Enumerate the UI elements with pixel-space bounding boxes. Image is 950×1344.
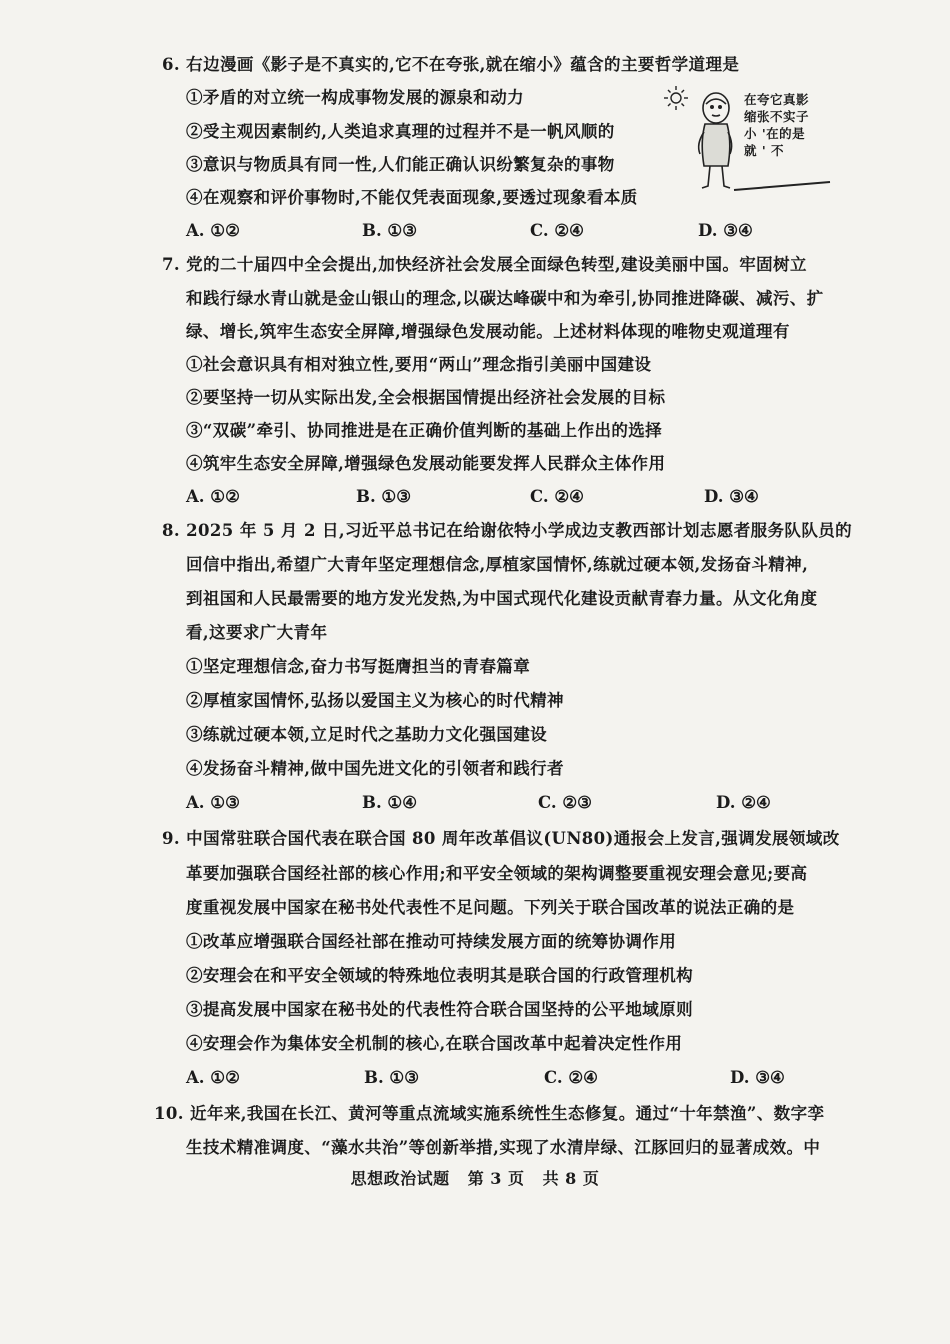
question-8-item-3: ③练就过硬本领,立足时代之基助力文化强国建设 <box>186 725 548 744</box>
question-7-option-d: D. ③④ <box>704 487 759 506</box>
question-9-stem-line-2: 革要加强联合国经社部的核心作用;和平安全领域的架构调整要重视安理会意见;要高 <box>186 864 808 883</box>
question-9-item-3: ③提高发展中国家在秘书处的代表性符合联合国坚持的公平地域原则 <box>186 1000 693 1019</box>
page-footer <box>0 1166 950 1189</box>
question-9-item-4: ④安理会作为集体安全机制的核心,在联合国改革中起着决定性作用 <box>186 1034 683 1053</box>
question-6-option-b: B. ①③ <box>362 221 418 240</box>
question-9-option-a: A. ①② <box>186 1068 240 1087</box>
question-7-option-c: C. ②④ <box>530 487 584 506</box>
question-8-item-4: ④发扬奋斗精神,做中国先进文化的引领者和践行者 <box>186 759 564 778</box>
question-7-item-2: ②要坚持一切从实际出发,全会根据国情提出经济社会发展的目标 <box>186 388 666 407</box>
question-6-option-a: A. ①② <box>186 221 240 240</box>
question-9-option-b: B. ①③ <box>364 1068 420 1087</box>
question-8-option-d: D. ②④ <box>716 793 771 812</box>
cartoon-caption-line-2: 缩张不实子 <box>744 109 810 124</box>
shadow-ground-line <box>734 182 830 190</box>
question-6-item-3: ③意识与物质具有同一性,人们能正确认识纷繁复杂的事物 <box>186 155 615 174</box>
question-9-item-2: ②安理会在和平安全领域的特殊地位表明其是联合国的行政管理机构 <box>186 966 693 985</box>
question-9-option-c: C. ②④ <box>544 1068 598 1087</box>
question-8-option-a: A. ①③ <box>186 793 240 812</box>
question-8-stem-line-2: 回信中指出,希望广大青年坚定理想信念,厚植家国情怀,练就过硬本领,发扬奋斗精神, <box>186 555 809 574</box>
footer-page-number: 第 3 页 <box>467 1169 525 1188</box>
question-7-stem-line-3: 绿、增长,筑牢生态安全屏障,增强绿色发展动能。上述材料体现的唯物史观道理有 <box>186 322 790 341</box>
question-6-item-4: ④在观察和评价事物时,不能仅凭表面现象,要透过现象看本质 <box>186 188 638 207</box>
cartoon-caption-line-4: 就 ' 不 <box>744 143 785 158</box>
question-6-item-1: ①矛盾的对立统一构成事物发展的源泉和动力 <box>186 88 524 107</box>
cartoon-caption-line-1: 在夸它真影 <box>744 92 810 107</box>
question-9-stem-line-1: 9. 中国常驻联合国代表在联合国 80 周年改革倡议(UN80)通报会上发言,强调发展领域改 <box>162 829 840 848</box>
shadow-cartoon <box>660 82 832 202</box>
question-6-option-c: C. ②④ <box>530 221 584 240</box>
question-9-option-d: D. ③④ <box>730 1068 785 1087</box>
question-10-stem-line-2: 生技术精准调度、“藻水共治”等创新举措,实现了水清岸绿、江豚回归的显著成效。中 <box>186 1138 821 1157</box>
sun-icon <box>664 86 688 110</box>
footer-total-pages: 共 8 页 <box>542 1169 600 1188</box>
cartoon-caption-line-3: 小 '在的是 <box>744 126 806 141</box>
question-8-stem-line-1: 8. 2025 年 5 月 2 日,习近平总书记在给谢依特小学成边支教西部计划志愿者服务队队员的 <box>162 521 853 540</box>
question-9-stem-line-3: 度重视发展中国家在秘书处代表性不足问题。下列关于联合国改革的说法正确的是 <box>186 898 795 917</box>
footer-exam-title: 思想政治试题 <box>350 1169 450 1188</box>
question-8-item-2: ②厚植家国情怀,弘扬以爱国主义为核心的时代精神 <box>186 691 564 710</box>
question-8-option-c: C. ②③ <box>538 793 592 812</box>
question-7-item-1: ①社会意识具有相对独立性,要用“两山”理念指引美丽中国建设 <box>186 355 652 374</box>
question-7-stem-line-2: 和践行绿水青山就是金山银山的理念,以碳达峰碳中和为牵引,协同推进降碳、减污、扩 <box>186 289 824 308</box>
person-figure <box>699 93 732 188</box>
question-6-item-2: ②受主观因素制约,人类追求真理的过程并不是一帆风顺的 <box>186 122 615 141</box>
question-8-stem-line-3: 到祖国和人民最需要的地方发光发热,为中国式现代化建设贡献青春力量。从文化角度 <box>186 589 818 608</box>
question-10-stem-line-1: 10. 近年来,我国在长江、黄河等重点流域实施系统性生态修复。通过“十年禁渔”、数字孪 <box>154 1104 825 1123</box>
question-7-item-4: ④筑牢生态安全屏障,增强绿色发展动能要发挥人民群众主体作用 <box>186 454 666 473</box>
question-9-item-1: ①改革应增强联合国经社部在推动可持续发展方面的统筹协调作用 <box>186 932 677 951</box>
question-7-option-a: A. ①② <box>186 487 240 506</box>
question-7-option-b: B. ①③ <box>356 487 412 506</box>
question-7-item-3: ③“双碳”牵引、协同推进是在正确价值判断的基础上作出的选择 <box>186 421 663 440</box>
question-6-option-d: D. ③④ <box>698 221 753 240</box>
question-6-stem: 6. 右边漫画《影子是不真实的,它不在夸张,就在缩小》蕴含的主要哲学道理是 <box>162 55 740 74</box>
question-8-option-b: B. ①④ <box>362 793 418 812</box>
question-8-stem-line-4: 看,这要求广大青年 <box>186 623 328 642</box>
question-7-stem-line-1: 7. 党的二十届四中全会提出,加快经济社会发展全面绿色转型,建设美丽中国。牢固树立 <box>162 255 807 274</box>
question-8-item-1: ①坚定理想信念,奋力书写挺膺担当的青春篇章 <box>186 657 531 676</box>
